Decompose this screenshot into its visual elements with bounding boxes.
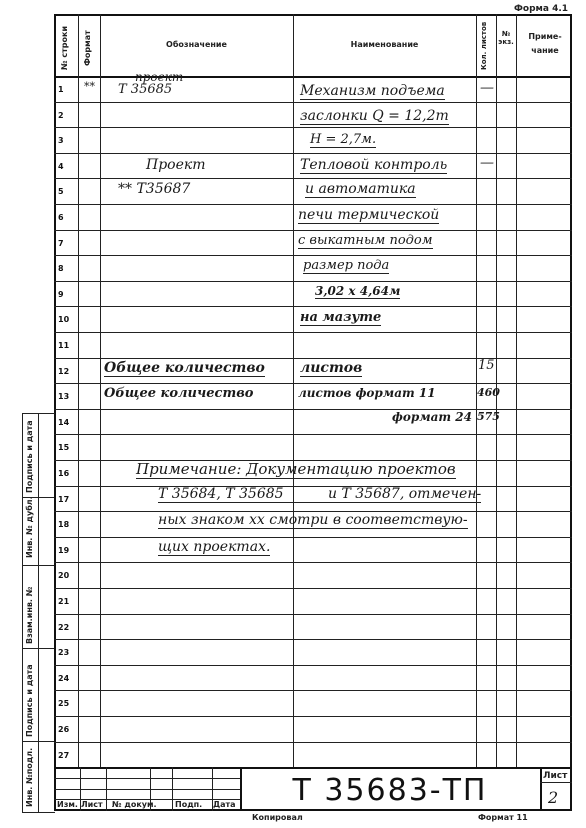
row-number: 26	[58, 725, 70, 734]
row-number: 16	[58, 469, 70, 478]
footer-copied: Копировал	[252, 813, 303, 822]
row-divider	[54, 306, 572, 307]
row-number: 9	[58, 289, 64, 299]
row8-name: размер пода	[303, 258, 390, 273]
row1-name: Механизм подъема	[300, 83, 445, 99]
row-divider	[54, 639, 572, 640]
header-sheets-count: Кол. листов	[480, 21, 488, 70]
row-divider	[54, 332, 572, 333]
copy-no-text: № экз.	[498, 30, 514, 46]
row2-name: заслонки Q = 12,2т	[300, 108, 449, 124]
row-number: 11	[58, 341, 70, 350]
header-name: Наименование	[350, 40, 419, 49]
row3-name: H = 2,7м.	[310, 132, 377, 147]
row4-name: Тепловой контроль	[300, 157, 448, 173]
row-number: 25	[58, 699, 70, 709]
row1-count: —	[480, 80, 494, 96]
row-number: 24	[58, 673, 70, 683]
row-number: 5	[58, 187, 64, 197]
row-number: 12	[58, 366, 70, 376]
row6-name: печи термической	[298, 207, 440, 223]
stamp-sheet-no: 2	[548, 788, 559, 807]
row-divider	[54, 153, 572, 154]
form-label: Форма 4.1	[514, 4, 569, 14]
row-number: 19	[58, 545, 70, 555]
row-divider	[54, 127, 572, 128]
row4-designation: Проект	[146, 157, 206, 173]
note-line-1: Примечание: Документацию проектов	[136, 460, 456, 478]
side-sign-date-1: Подпись и дата	[25, 420, 34, 493]
note-line-3: ных знаком xx смотри в соответствую-	[158, 512, 468, 528]
row-divider	[54, 230, 572, 231]
row-number: 20	[58, 571, 70, 581]
row-number: 21	[58, 597, 70, 606]
row14-count: 575	[477, 410, 500, 423]
stamp-list: Лист	[81, 800, 103, 809]
row12-name: листов	[300, 360, 363, 376]
stamp-podp: Подп.	[175, 800, 203, 809]
header-note: Приме-чание	[528, 32, 562, 55]
side-vzam-inv: Взам.инв. №	[25, 586, 34, 644]
row-number: 14	[58, 417, 70, 427]
row-number: 18	[58, 520, 70, 530]
row10-name: на мазуте	[300, 310, 382, 325]
document-code: Т 35683-ТП	[292, 773, 488, 808]
row5-name: и автоматика	[305, 181, 416, 197]
row-divider	[54, 434, 572, 435]
row-divider	[54, 383, 572, 384]
row13-designation: Общее количество	[104, 386, 254, 401]
row-number: 3	[58, 136, 64, 146]
row-number: 6	[58, 213, 64, 222]
row1-proj-small: проект	[135, 70, 184, 84]
stamp-izm: Изм.	[57, 800, 78, 809]
row4-count: —	[480, 155, 494, 171]
row-number: 8	[58, 264, 64, 274]
row1-format: **	[84, 80, 95, 93]
row-number: 17	[58, 494, 70, 504]
row14-name: формат 24	[392, 410, 472, 424]
note-line-4: щих проектах.	[158, 539, 271, 555]
row-divider	[54, 742, 572, 743]
row-divider	[54, 690, 572, 691]
footer-format: Формат 11	[478, 813, 528, 822]
row-divider	[54, 588, 572, 589]
row-number: 1	[58, 85, 64, 94]
row9-name: 3,02 x 4,64м	[315, 284, 401, 298]
row12-count: 15	[478, 358, 495, 373]
row12-designation: Общее количество	[104, 360, 265, 376]
side-inv-dubl: Инв. № дубл.	[25, 496, 34, 558]
row-divider	[54, 102, 572, 103]
stamp-sheet-label: Лист	[543, 771, 568, 781]
row5-designation: ** Т35687	[118, 181, 191, 197]
row13-name: листов формат 11	[298, 386, 436, 400]
row13-count: 460	[477, 386, 500, 399]
header-designation: Обозначение	[166, 40, 227, 49]
row-number: 13	[58, 392, 70, 402]
header-row-no: № строки	[60, 25, 69, 70]
row-divider	[54, 614, 572, 615]
row-number: 27	[58, 750, 70, 760]
row-number: 4	[58, 161, 64, 171]
row-number: 22	[58, 622, 70, 632]
stamp-dokum: № докум.	[112, 800, 157, 809]
side-inv-podl: Инв. №подл.	[25, 747, 34, 807]
row-divider	[54, 281, 572, 282]
row-number: 15	[58, 443, 70, 453]
row-number: 7	[58, 238, 64, 248]
row1-designation: Т 35685	[118, 82, 173, 97]
row-divider	[54, 537, 572, 538]
note-line-2: Т 35684, Т 35685 и Т 35687, отмечен-	[158, 486, 482, 502]
row-divider	[54, 562, 572, 563]
row-divider	[54, 255, 572, 256]
header-format: Формат	[83, 30, 92, 66]
row-divider	[54, 204, 572, 205]
row-number: 2	[58, 110, 64, 120]
row-number: 10	[58, 315, 70, 325]
stamp-data: Дата	[213, 800, 236, 809]
row-divider	[54, 716, 572, 717]
row7-name: с выкатным подом	[298, 233, 433, 248]
row-divider	[54, 178, 572, 179]
row-divider	[54, 665, 572, 666]
header-copy-no	[496, 30, 516, 46]
side-sign-date-2: Подпись и дата	[25, 664, 34, 737]
row-number: 23	[58, 648, 70, 658]
